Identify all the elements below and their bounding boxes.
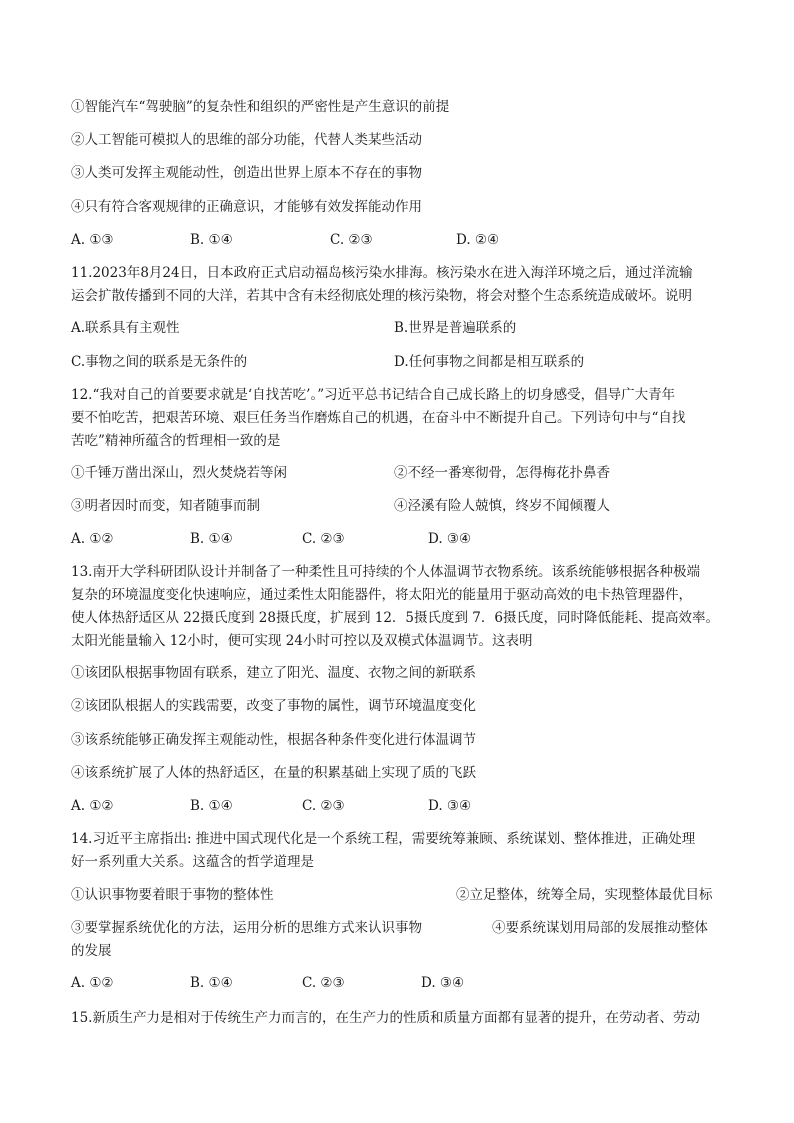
q10-option-a: A. ①③ bbox=[71, 232, 114, 248]
q11-option-c: C.事物之间的联系是无条件的 bbox=[71, 354, 248, 370]
q14-option-a: A. ①② bbox=[71, 975, 114, 991]
q14-item-1: ①认识事物要着眼于事物的整体性 bbox=[71, 887, 274, 903]
q12-option-a: A. ①② bbox=[71, 531, 114, 547]
q12-stem-3: 苦吃”精神所蕴含的哲理相一致的是 bbox=[71, 433, 281, 449]
q13-item-3: ③该系统能够正确发挥主观能动性，根据各种条件变化进行体温调节 bbox=[71, 732, 476, 748]
q12-stem-1: 12.“我对自己的首要要求就是‘自找苦吃’。”习近平总书记结合自己成长路上的切身感受，倡导广大青年 bbox=[71, 387, 676, 403]
q13-item-4: ④该系统扩展了人体的热舒适区，在量的积累基础上实现了质的飞跃 bbox=[71, 765, 476, 781]
q12-item-1: ①千锤万凿出深山，烈火焚烧若等闲 bbox=[71, 465, 287, 481]
q13-option-c: C. ②③ bbox=[302, 798, 345, 814]
q13-item-1: ①该团队根据事物固有联系，建立了阳光、温度、衣物之间的新联系 bbox=[71, 665, 476, 681]
q13-stem-1: 13.南开大学科研团队设计并制备了一种柔性且可持续的个人体温调节衣物系统。该系统能够根据各种极端 bbox=[71, 564, 700, 580]
q14-stem-2: 好一系列重大关系。这蕴含的哲学道理是 bbox=[71, 854, 314, 870]
q11-option-a: A.联系具有主观性 bbox=[71, 320, 180, 336]
q13-option-d: D. ③④ bbox=[428, 798, 472, 814]
q14-option-b: B. ①④ bbox=[190, 975, 233, 991]
q12-item-4: ④泾溪有险人兢慎，终岁不闻倾覆人 bbox=[394, 498, 610, 514]
q10-option-c: C. ②③ bbox=[330, 232, 373, 248]
q14-option-d: D. ③④ bbox=[421, 975, 465, 991]
q11-stem-2: 运会扩散传播到不同的大洋，若其中含有未经彻底处理的核污染物，将会对整个生态系统造成破坏。说明 bbox=[71, 288, 692, 304]
q14-item-3: ③要掌握系统优化的方法，运用分析的思维方式来认识事物 bbox=[71, 920, 422, 936]
q14-option-c: C. ②③ bbox=[302, 975, 345, 991]
q11-option-b: B.世界是普遍联系的 bbox=[394, 320, 517, 336]
q10-item-2: ②人工智能可模拟人的思维的部分功能，代替人类某些活动 bbox=[71, 132, 422, 148]
q14-stem-1: 14.习近平主席指出: 推进中国式现代化是一个系统工程，需要统筹兼顾、系统谋划、整体推进，正确处理 bbox=[71, 831, 696, 847]
q12-stem-2: 要不怕吃苦，把艰苦环境、艰巨任务当作磨炼自己的机遇，在奋斗中不断提升自己。下列诗句中与“自找 bbox=[71, 410, 686, 426]
q12-item-2: ②不经一番寒彻骨，怎得梅花扑鼻香 bbox=[394, 465, 610, 481]
q12-option-c: C. ②③ bbox=[302, 531, 345, 547]
q13-stem-2: 复杂的环境温度变化快速响应，通过柔性太阳能器件，将太阳光的能量用于驱动高效的电卡热管理器件， bbox=[71, 587, 692, 603]
q12-option-d: D. ③④ bbox=[428, 531, 472, 547]
q10-item-3: ③人类可发挥主观能动性，创造出世界上原本不存在的事物 bbox=[71, 165, 422, 181]
q10-item-1: ①智能汽车“驾驶脑”的复杂性和组织的严密性是产生意识的前提 bbox=[71, 99, 450, 115]
q10-option-d: D. ②④ bbox=[456, 232, 500, 248]
q15-stem-1: 15.新质生产力是相对于传统生产力而言的，在生产力的性质和质量方面都有显著的提升，在劳动者、劳动 bbox=[71, 1010, 700, 1026]
q13-option-a: A. ①② bbox=[71, 798, 114, 814]
q12-option-b: B. ①④ bbox=[190, 531, 233, 547]
q14-item-4-continued: 的发展 bbox=[71, 943, 112, 959]
q13-stem-3: 使人体热舒适区从 22摄氏度到 28摄氏度，扩展到 12．5摄氏度到 7．6摄氏度，同时降低能耗、提高效率。 bbox=[71, 610, 719, 626]
q14-item-2: ②立足整体，统筹全局，实现整体最优目标 bbox=[456, 887, 713, 903]
q10-item-4: ④只有符合客观规律的正确意识，才能够有效发挥能动作用 bbox=[71, 199, 422, 215]
q12-item-3: ③明者因时而变，知者随事而制 bbox=[71, 498, 260, 514]
q13-option-b: B. ①④ bbox=[190, 798, 233, 814]
q13-stem-4: 太阳光能量输入 12小时，便可实现 24小时可控以及双模式体温调节。这表明 bbox=[71, 633, 533, 649]
q13-item-2: ②该团队根据人的实践需要，改变了事物的属性，调节环境温度变化 bbox=[71, 698, 476, 714]
q11-option-d: D.任何事物之间都是相互联系的 bbox=[394, 354, 585, 370]
q14-item-4: ④要系统谋划用局部的发展推动整体 bbox=[492, 920, 708, 936]
q11-stem-1: 11.2023年8月24日，日本政府正式启动福岛核污染水排海。核污染水在进入海洋环境之后，通过洋流输 bbox=[71, 265, 693, 281]
q10-option-b: B. ①④ bbox=[190, 232, 233, 248]
